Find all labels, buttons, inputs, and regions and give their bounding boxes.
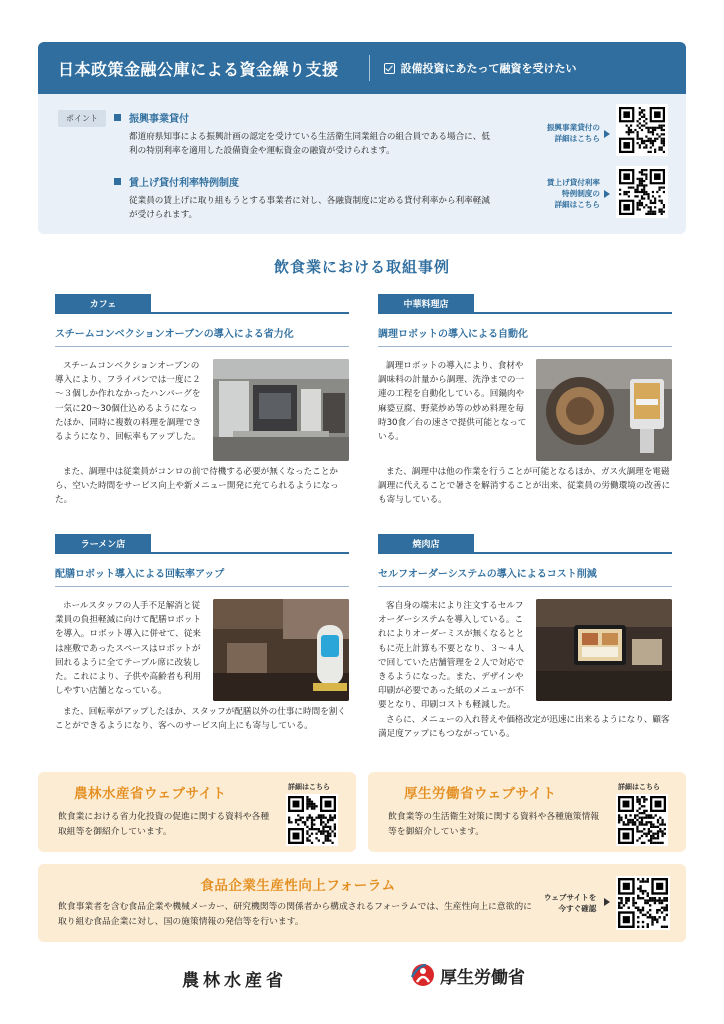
finance-item-heading bbox=[114, 174, 494, 189]
finance-item-heading-text: 賃上げ貸付利率特例制度 bbox=[129, 178, 239, 189]
mhlw-website-box[interactable] bbox=[368, 772, 686, 852]
qr-code-icon bbox=[288, 796, 336, 844]
arrow-right-icon bbox=[604, 898, 610, 906]
finance-panel bbox=[38, 42, 686, 234]
maff-website-box[interactable] bbox=[38, 772, 356, 852]
qr-code-mhlw[interactable] bbox=[616, 794, 668, 846]
qr-label-line: 特例制度の bbox=[562, 189, 600, 198]
checkbox-icon bbox=[384, 63, 395, 74]
maff-box-body: 飲食業における省力化投資の促進に関する資料や各種取組等を御紹介しています。 bbox=[58, 812, 270, 837]
maff-box-title: 農林水産省ウェブサイト bbox=[74, 786, 227, 802]
case-title: 調理ロボットの導入による自動化 bbox=[378, 325, 672, 347]
case-paragraph: 調理ロボットの導入により、食材や調味料の計量から調理、洗浄までの一連の工程を自動化している。回鍋肉や麻婆豆腐、野菜炒め等の炒め料理を毎時30食／台の速さで提供可能となっている。 bbox=[378, 361, 527, 443]
qr-code-forum[interactable] bbox=[616, 876, 670, 930]
case-body bbox=[55, 359, 349, 508]
qr-label-line: 振興事業貸付の bbox=[546, 123, 600, 132]
forum-cta-line: 今すぐ確認 bbox=[558, 904, 597, 913]
qr-label-line: 詳細はこちら bbox=[554, 200, 600, 209]
qr-code-icon bbox=[618, 796, 666, 844]
forum-box-body: 飲食事業者を含む食品企業や機械メーカー、研究機関等の関係者から構成されるフォーラムでは、生産性向上に意欲的に取り組む食品企業に対し、国の施策情報の発信等を行います。 bbox=[58, 902, 532, 927]
mhlw-emblem-icon bbox=[410, 962, 436, 988]
case-tag: 焼肉店 bbox=[378, 534, 474, 553]
case-paragraph: ホールスタッフの人手不足解消と従業員の負担軽減に向けて配膳ロボットを導入。ロボット導入に併せて、従来は座敷であったスペースはロボットが回れるように全てテーブル席に改装した。これにより、子供や高齢者も利用しやすい店舗となっている。 bbox=[55, 601, 202, 697]
case-tag: 中華料理店 bbox=[378, 294, 474, 313]
case-paragraph: また、調理中は他の作業を行うことが可能となるほか、ガス火調理を電磁調理に代えることで暑さを解消することが出来、従業員の労働環境の改善にも寄与している。 bbox=[378, 467, 671, 506]
maff-detail-label: 詳細はこちら bbox=[288, 783, 330, 791]
case-ramen-shop bbox=[55, 532, 349, 733]
qr-code-wage-rate[interactable] bbox=[616, 166, 668, 218]
mhlw-box-title: 厚生労働省ウェブサイト bbox=[404, 786, 557, 802]
qr-code-promotion-loan[interactable] bbox=[616, 104, 668, 156]
photo-self-order-tablet bbox=[536, 599, 672, 701]
case-body bbox=[378, 599, 672, 741]
point-tag: ポイント bbox=[58, 110, 106, 127]
square-bullet-icon bbox=[114, 114, 121, 121]
qr-label-line: 詳細はこちら bbox=[554, 134, 600, 143]
case-paragraph: また、回転率がアップしたほか、スタッフが配膳以外の仕事に時間を割くことができるようになり、客へのサービス向上にも寄与している。 bbox=[55, 707, 346, 732]
finance-item-body: 都道府県知事による振興計画の認定を受けている生活衛生同業組合の組合員である場合に、低利の特別利率を適用した設備資金や運転資金の融資が受けられます。 bbox=[129, 132, 490, 156]
maff-logo: 農林水産省 bbox=[182, 971, 287, 991]
photo-cooking-robot bbox=[536, 359, 672, 461]
header-divider bbox=[369, 55, 370, 81]
case-paragraph: さらに、メニューの入れ替えや価格改定が迅速に出来るようになり、顧客満足度アップにもつながっている。 bbox=[378, 714, 670, 739]
case-body bbox=[378, 359, 672, 508]
finance-title: 日本政策金融公庫による資金繰り支援 bbox=[58, 59, 339, 79]
case-paragraph: 客自身の端末により注文するセルフオーダーシステムを導入している。これによりオーダーミスが無くなるとともに売上計算も不要となり、３～４人で回していた店舗管理を２人で対応できるようになった。また、デザインや印刷が必要であった紙のメニューが不要となり、印刷コストも軽減した。 bbox=[378, 601, 525, 711]
finance-subtitle bbox=[384, 60, 577, 76]
case-cafe bbox=[55, 292, 349, 508]
case-body bbox=[55, 599, 349, 733]
mhlw-detail-label: 詳細はこちら bbox=[618, 783, 660, 791]
qr-label-wage-rate[interactable] bbox=[547, 177, 600, 210]
case-paragraph: スチームコンベクションオーブンの導入により、フライパンでは一度に２～３個しか作れなかったハンバーグを一気に20～30個仕込めるようになったほか、同時に複数の料理を調理できるようになり、回転率もアップした。 bbox=[55, 361, 202, 443]
finance-item-body: 従業員の賃上げに取り組もうとする事業者に対し、各融資制度に定める貸付利率から利率軽減が受けられます。 bbox=[129, 196, 490, 220]
forum-box[interactable] bbox=[38, 864, 686, 942]
case-tag: ラーメン店 bbox=[55, 534, 151, 553]
mhlw-logo bbox=[410, 962, 525, 988]
finance-header bbox=[38, 42, 686, 94]
arrow-right-icon bbox=[604, 130, 610, 138]
qr-code-icon bbox=[619, 169, 665, 215]
mhlw-logo-text: 厚生労働省 bbox=[440, 967, 525, 988]
case-title: スチームコンベクションオーブンの導入による省力化 bbox=[55, 325, 349, 347]
qr-code-icon bbox=[618, 878, 668, 928]
finance-item-promotion-loan bbox=[114, 110, 494, 158]
photo-steam-convection-oven bbox=[213, 359, 349, 461]
finance-subtitle-text: 設備投資にあたって融資を受けたい bbox=[400, 62, 577, 75]
finance-item-heading bbox=[114, 110, 494, 125]
arrow-right-icon bbox=[604, 190, 610, 198]
finance-item-wage-rate bbox=[114, 174, 494, 222]
mhlw-box-body: 飲食業等の生活衛生対策に関する資料や各種施策情報等を御紹介しています。 bbox=[388, 812, 600, 837]
case-title: セルフオーダーシステムの導入によるコスト削減 bbox=[378, 565, 672, 587]
qr-code-maff[interactable] bbox=[286, 794, 338, 846]
forum-box-title: 食品企業生産性向上フォーラム bbox=[200, 878, 396, 894]
forum-cta-line: ウェブサイトを bbox=[544, 893, 597, 902]
forum-cta[interactable] bbox=[544, 892, 596, 914]
case-paragraph: また、調理中は従業員がコンロの前で待機する必要が無くなったことから、空いた時間をサービス向上や新メニュー開発に充てられるようになった。 bbox=[55, 467, 339, 506]
case-yakiniku-restaurant bbox=[378, 532, 672, 741]
square-bullet-icon bbox=[114, 178, 121, 185]
case-tag: カフェ bbox=[55, 294, 151, 313]
qr-label-promotion-loan[interactable] bbox=[547, 122, 600, 144]
section-title: 飲食業における取組事例 bbox=[273, 258, 450, 276]
photo-serving-robot bbox=[213, 599, 349, 701]
qr-code-icon bbox=[619, 107, 665, 153]
finance-item-heading-text: 振興事業貸付 bbox=[129, 114, 189, 125]
qr-label-line: 賃上げ貸付利率 bbox=[546, 178, 600, 187]
case-title: 配膳ロボット導入による回転率アップ bbox=[55, 565, 349, 587]
case-chinese-restaurant bbox=[378, 292, 672, 508]
